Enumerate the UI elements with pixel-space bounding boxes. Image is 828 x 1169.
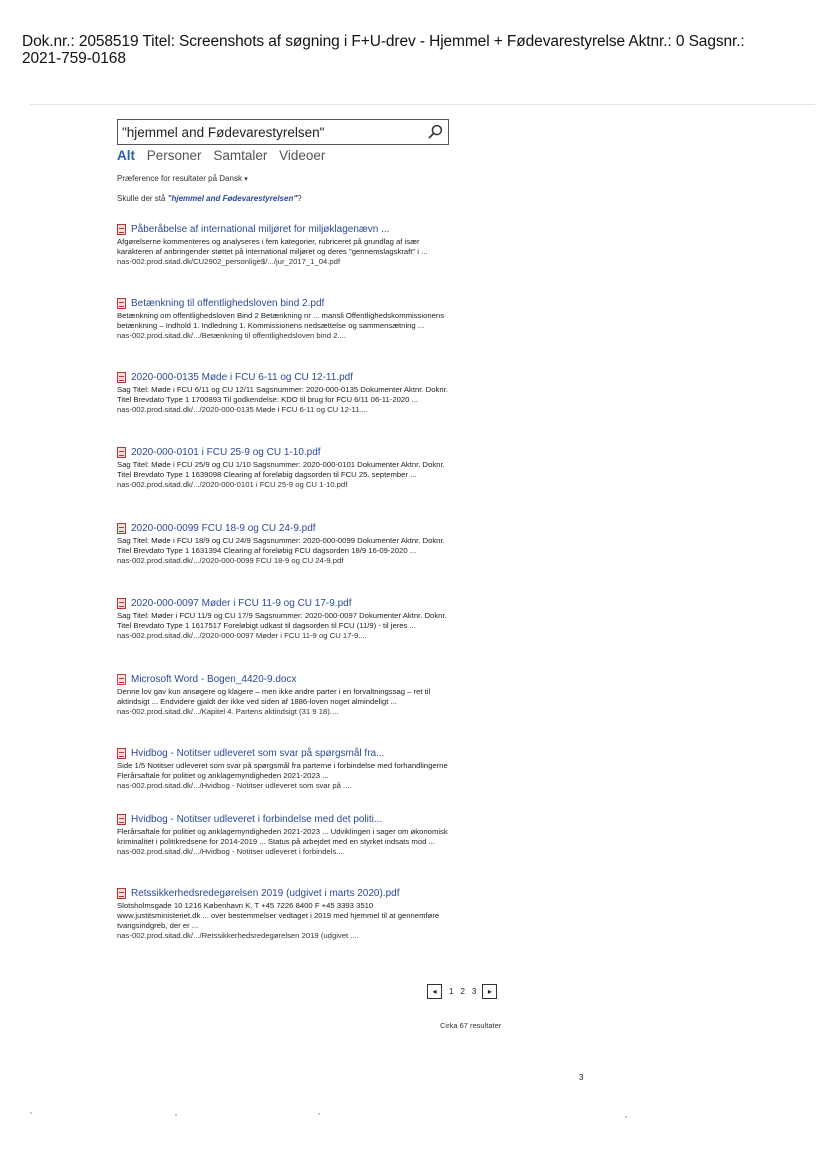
result-title: Påberåbelse af international miljøret for miljøklagenævn ...	[131, 224, 390, 235]
result-title-link[interactable]	[117, 371, 457, 384]
pdf-file-icon	[117, 224, 126, 235]
page-link-1[interactable]: 1	[449, 987, 454, 996]
result-title-link[interactable]	[117, 597, 457, 610]
search-result	[117, 673, 457, 717]
result-url[interactable]: nas-002.prod.sitad.dk/.../Hvidbog - Notitser udleveret som svar på ....	[117, 781, 352, 790]
result-title-link[interactable]	[117, 887, 457, 900]
pagination	[427, 984, 497, 999]
scan-speck	[30, 1112, 32, 1114]
scan-speck	[318, 1113, 320, 1115]
word-file-icon	[117, 674, 126, 685]
result-url[interactable]: nas-002.prod.sitad.dk/.../2020-000-0135 Møde i FCU 6-11 og CU 12-11....	[117, 405, 368, 414]
search-result	[117, 522, 457, 566]
page-link-3[interactable]: 3	[471, 987, 477, 996]
chevron-down-icon: ▾	[244, 176, 248, 183]
result-title: Microsoft Word - Bogen_4420-9.docx	[131, 674, 297, 685]
spelling-suggestion	[117, 194, 302, 203]
result-title: 2020-000-0099 FCU 18-9 og CU 24-9.pdf	[131, 523, 316, 534]
search-input[interactable]	[122, 123, 422, 141]
result-title: 2020-000-0101 i FCU 25-9 og CU 1-10.pdf	[131, 447, 321, 458]
scan-speck	[625, 1116, 627, 1118]
result-title-link[interactable]	[117, 446, 457, 459]
page-number: 3	[579, 1073, 584, 1082]
result-title: 2020-000-0097 Møder i FCU 11-9 og CU 17-9.pdf	[131, 598, 352, 609]
pdf-file-icon	[117, 814, 126, 825]
language-preference[interactable]	[117, 174, 248, 183]
result-snippet: Slotsholmsgade 10 1216 København K. T +45 7226 8400 F +45 3393 3510 www.justitsministeriet.dk ... over bestemmelser vedtaget i 2019 med hjemmel til at gennemføre tvangsindgreb, der er ...	[117, 901, 440, 930]
search-result	[117, 371, 457, 415]
tab-videoer[interactable]: Videoer	[279, 148, 326, 163]
next-page-button[interactable]: ▸	[482, 984, 497, 999]
result-title: Retssikkerhedsredegørelsen 2019 (udgivet i marts 2020).pdf	[131, 888, 400, 899]
suggestion-suffix: ?	[297, 194, 302, 203]
pdf-file-icon	[117, 523, 126, 534]
result-snippet: Sag Titel: Møder i FCU 11/9 og CU 17/9 Sagsnummer: 2020-000-0097 Dokumenter Aktnr. Doknr. Titel Brevdato Type 1 1617517 Foreløbigt udkast til dagsorden til FCU (11/9) - til jeres ...	[117, 611, 447, 630]
document-header-line2: 2021-759-0168	[22, 50, 126, 67]
scan-divider	[30, 104, 815, 105]
search-result	[117, 813, 457, 857]
result-title: 2020-000-0135 Møde i FCU 6-11 og CU 12-11.pdf	[131, 372, 353, 383]
result-title: Hvidbog - Notitser udleveret som svar på spørgsmål fra...	[131, 748, 385, 759]
search-result	[117, 446, 457, 490]
pdf-file-icon	[117, 888, 126, 899]
suggestion-prefix: Skulle der stå	[117, 194, 166, 203]
result-title-link[interactable]	[117, 522, 457, 535]
document-header-line1: Dok.nr.: 2058519 Titel: Screenshots af søgning i F+U-drev - Hjemmel + Fødevarestyrelse Aktnr.: 0 Sagsnr.:	[22, 33, 745, 50]
result-url[interactable]: nas-002.prod.sitad.dk/.../Hvidbog - Notitser udleveret i forbindels....	[117, 847, 345, 856]
search-result	[117, 297, 457, 341]
tab-alt[interactable]: Alt	[117, 148, 135, 163]
search-result	[117, 597, 457, 641]
result-url[interactable]: nas-002.prod.sitad.dk/.../2020-000-0097 Møder i FCU 11-9 og CU 17-9....	[117, 631, 367, 640]
result-url[interactable]: nas-002.prod.sitad.dk/.../2020-000-0101 i FCU 25-9 og CU 1-10.pdf	[117, 480, 348, 489]
result-title-link[interactable]	[117, 813, 457, 826]
tab-personer[interactable]: Personer	[146, 148, 202, 163]
search-result	[117, 887, 457, 941]
pdf-file-icon	[117, 372, 126, 383]
pdf-file-icon	[117, 748, 126, 759]
result-snippet: Sag Titel: Møde i FCU 25/9 og CU 1/10 Sagsnummer: 2020-000-0101 Dokumenter Aktnr. Doknr. Titel Brevdato Type 1 1639098 Clearing af foreløbig dagsorden til FCU 25. september ...	[117, 460, 445, 479]
suggestion-link[interactable]: "hjemmel and Fødevarestyrelsen"	[167, 194, 298, 203]
result-title: Hvidbog - Notitser udleveret i forbindelse med det politi...	[131, 814, 383, 825]
page-link-2[interactable]: 2	[460, 987, 465, 996]
search-result	[117, 223, 457, 267]
result-snippet: Sag Titel: Møde i FCU 6/11 og CU 12/11 Sagsnummer: 2020-000-0135 Dokumenter Aktnr. Doknr. Titel Brevdato Type 1 1700893 Til godkendelse: KDO til brug for FCU 6/11 06-11-2020 ...	[117, 385, 448, 404]
result-snippet: Denne lov gav kun ansøgere og klagere – men ikke andre parter i en forvaltningssag – ret til aktindsigt ... Endvidere gjaldt der ikke ved siden af 1886-loven noget almindeligt ...	[117, 687, 431, 706]
result-title: Betænkning til offentlighedsloven bind 2.pdf	[131, 298, 325, 309]
result-url[interactable]: nas-002.prod.sitad.dk/.../Kapitel 4. Partens aktindsigt (31 9 18)....	[117, 707, 339, 716]
pdf-file-icon	[117, 598, 126, 609]
scan-speck	[175, 1114, 177, 1116]
result-snippet: Afgørelserne kommenteres og analyseres i fem kategorier, rubriceret på grundlag af især karakteren af anbringender støttet på international miljøret og deres "gennemslagskraft" i ...	[117, 237, 428, 256]
result-snippet: Flerårsaftale for politiet og anklagemyndigheden 2021-2023 ... Udviklingen i sager om økonomisk kriminalitet i politikredsene for 2014-2019 ... Status på arbejdet med en styrket indsats mod ...	[117, 827, 448, 846]
result-url[interactable]: nas-002.prod.sitad.dk/.../2020-000-0099 FCU 18-9 og CU 24-9.pdf	[117, 556, 344, 565]
result-snippet: Sag Titel: Møde i FCU 18/9 og CU 24/9 Sagsnummer: 2020-000-0099 Dokumenter Aktnr. Doknr. Titel Brevdato Type 1 1631394 Clearing af foreløbig FCU dagsorden 18/9 16-09-2020 ...	[117, 536, 445, 555]
result-snippet: Betænkning om offentlighedsloven Bind 2 Betænkning nr ... mansli Offentlighedskommissionens betænkning – Indhold 1. Indledning 1. Kommissionens nedsættelse og sammensætning ...	[117, 311, 445, 330]
result-snippet: Side 1/5 Notitser udleveret som svar på spørgsmål fra parterne i forbindelse med forhandlingerne Flerårsaftale for politiet og anklagemyndigheden 2021-2023 ...	[117, 761, 448, 780]
tab-samtaler[interactable]: Samtaler	[213, 148, 268, 163]
search-icon[interactable]	[428, 124, 443, 139]
search-box[interactable]	[117, 119, 449, 145]
result-title-link[interactable]	[117, 297, 457, 310]
pdf-file-icon	[117, 447, 126, 458]
result-url[interactable]: nas-002.prod.sitad.dk/.../Retssikkerhedsredegørelsen 2019 (udgivet ....	[117, 931, 359, 940]
result-title-link[interactable]	[117, 673, 457, 686]
language-preference-label: Præference for resultater på Dansk	[117, 174, 242, 183]
result-count: Cirka 67 resultater	[440, 1021, 502, 1030]
result-url[interactable]: nas-002.prod.sitad.dk/.../Betænkning til offentlighedsloven bind 2....	[117, 331, 346, 340]
document-header	[22, 33, 822, 67]
search-tabs	[117, 148, 333, 163]
pdf-file-icon	[117, 298, 126, 309]
search-result	[117, 747, 457, 791]
result-url[interactable]: nas-002.prod.sitad.dk/CU2902_personlige$/.../jur_2017_1_04.pdf	[117, 257, 341, 266]
previous-page-button[interactable]: ◂	[427, 984, 442, 999]
result-title-link[interactable]	[117, 747, 457, 760]
result-title-link[interactable]	[117, 223, 457, 236]
